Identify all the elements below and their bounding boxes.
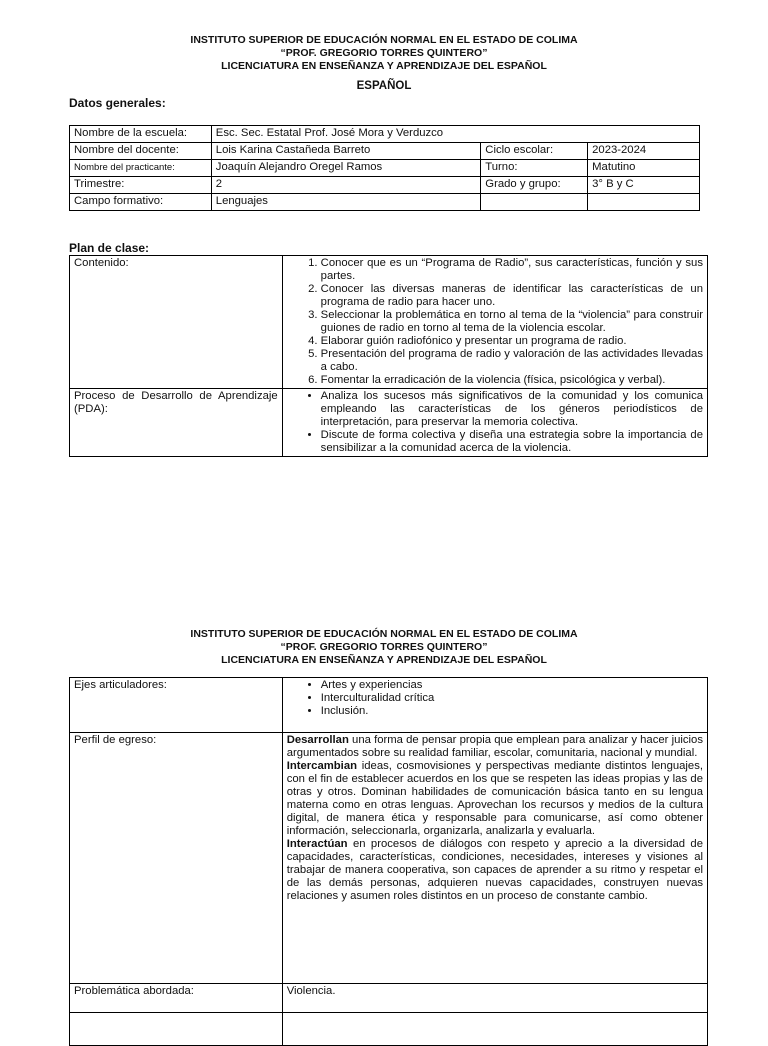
table-row bbox=[70, 256, 708, 389]
field-label: Campo formativo: bbox=[70, 194, 212, 211]
general-data-heading: Datos generales: bbox=[69, 96, 166, 110]
axes-label: Ejes articuladores: bbox=[70, 678, 283, 733]
list-item: • Discute de forma colectiva y diseña una estrategia sobre la importancia de sensibilizar a la comunidad acerca de la violencia. bbox=[321, 429, 703, 455]
cycle-value: 2023-2024 bbox=[588, 143, 700, 160]
term-label: Trimestre: bbox=[70, 177, 212, 194]
content-list bbox=[287, 257, 703, 387]
grade-value: 3° B y C bbox=[588, 177, 700, 194]
table-row bbox=[70, 733, 708, 984]
problem-value: Violencia. bbox=[282, 984, 707, 1013]
shift-value: Matutino bbox=[588, 160, 700, 177]
profile-paragraph-2: ideas, cosmovisiones y perspectivas mediante distintos lenguajes, con el fin de establecer acuerdos en los que se respeten las ideas propias y las de otras y otros. Dominan habilidades de comunicación básica tanto en su lengua materna como en otras lenguas. Aprovechan los recursos y medios de la cultura digital, de manera ética y responsable para comunicarse, así como obtener información, seleccionarla, organizarla, analizarla y evaluarla. bbox=[286, 760, 703, 837]
profile-keyword-1: Desarrollan bbox=[286, 734, 349, 746]
pda-label: Proceso de Desarrollo de Aprendizaje (PDA): bbox=[70, 389, 283, 457]
list-item: 4. Elaborar guión radiofónico y presentar un programa de radio. bbox=[321, 335, 703, 348]
teacher-label: Nombre del docente: bbox=[70, 143, 212, 160]
pda-list bbox=[287, 390, 703, 455]
table-row bbox=[70, 194, 700, 211]
list-item: • Artes y experiencias bbox=[321, 679, 703, 692]
grade-label: Grado y grupo: bbox=[481, 177, 588, 194]
general-data-table bbox=[69, 125, 700, 211]
practitioner-label: Nombre del practicante: bbox=[70, 160, 212, 177]
header-line-2: “PROF. GREGORIO TORRES QUINTERO” bbox=[280, 641, 488, 653]
teacher-value: Lois Karina Castañeda Barreto bbox=[211, 143, 480, 160]
list-item: 5. Presentación del programa de radio y valoración de las actividades llevadas a cabo. bbox=[321, 348, 703, 374]
problem-label: Problemática abordada: bbox=[70, 984, 283, 1013]
list-item: 3. Seleccionar la problemática en torno al tema de la “violencia” para construir guiones de radio en torno al tema de la violencia escolar. bbox=[321, 309, 703, 335]
profile-keyword-2: Intercambian bbox=[286, 760, 358, 772]
header-line-2: “PROF. GREGORIO TORRES QUINTERO” bbox=[280, 47, 488, 59]
list-item: 6. Fomentar la erradicación de la violencia (física, psicológica y verbal). bbox=[321, 374, 703, 387]
school-label: Nombre de la escuela: bbox=[70, 126, 212, 143]
field-value: Lenguajes bbox=[211, 194, 480, 211]
header-line-3: LICENCIATURA EN ENSEÑANZA Y APRENDIZAJE DEL ESPAÑOL bbox=[221, 654, 547, 666]
institution-header-page-2 bbox=[0, 628, 768, 667]
profile-text bbox=[282, 733, 707, 984]
table-row bbox=[70, 678, 708, 733]
header-line-1: INSTITUTO SUPERIOR DE EDUCACIÓN NORMAL EN EL ESTADO DE COLIMA bbox=[190, 34, 578, 46]
shift-label: Turno: bbox=[481, 160, 588, 177]
subject-title: ESPAÑOL bbox=[356, 80, 412, 92]
content-label: Contenido: bbox=[70, 256, 283, 389]
table-row bbox=[70, 984, 708, 1013]
profile-paragraph-1: una forma de pensar propia que emplean para analizar y hacer juicios argumentados sobre su realidad familiar, escolar, comunitaria, nacional y mundial. bbox=[286, 734, 703, 759]
table-row bbox=[70, 160, 700, 177]
list-item: • Interculturalidad crítica bbox=[321, 692, 703, 705]
list-item: • Inclusión. bbox=[321, 705, 703, 718]
table-row bbox=[70, 389, 708, 457]
list-item: 2. Conocer las diversas maneras de identificar las características de un programa de radio para hacer uno. bbox=[321, 283, 703, 309]
plan-table-continued bbox=[69, 677, 708, 1046]
profile-keyword-3: Interactúan bbox=[286, 838, 348, 850]
header-line-3: LICENCIATURA EN ENSEÑANZA Y APRENDIZAJE DEL ESPAÑOL bbox=[221, 60, 547, 72]
class-plan-heading: Plan de clase: bbox=[69, 241, 150, 255]
list-item: • Analiza los sucesos más significativos de la comunidad y los comunica empleando las características de los géneros periodísticos de interpretación, para preservar la memoria colectiva. bbox=[321, 390, 703, 429]
table-row bbox=[70, 177, 700, 194]
list-item: 1. Conocer que es un “Programa de Radio”, sus características, función y sus partes. bbox=[321, 257, 703, 283]
profile-paragraph-3: en procesos de diálogos con respeto y aprecio a la diversidad de capacidades, características, condiciones, necesidades, intereses y visiones al trabajar de manera cooperativa, son capaces de aprender a su ritmo y respetar el de las demás personas, adquieren nuevas capacidades, construyen nuevas relaciones y asumen roles distintos en un proceso de constante cambio. bbox=[286, 838, 703, 902]
table-row bbox=[70, 143, 700, 160]
class-plan-table bbox=[69, 255, 708, 457]
axes-list bbox=[287, 679, 703, 718]
header-line-1: INSTITUTO SUPERIOR DE EDUCACIÓN NORMAL EN EL ESTADO DE COLIMA bbox=[190, 628, 578, 640]
institution-header bbox=[0, 34, 768, 73]
practitioner-value: Joaquín Alejandro Oregel Ramos bbox=[211, 160, 480, 177]
school-value: Esc. Sec. Estatal Prof. José Mora y Verduzco bbox=[211, 126, 699, 143]
profile-label: Perfil de egreso: bbox=[70, 733, 283, 984]
table-row bbox=[70, 1013, 708, 1046]
cycle-label: Ciclo escolar: bbox=[481, 143, 588, 160]
table-row bbox=[70, 126, 700, 143]
term-value: 2 bbox=[211, 177, 480, 194]
